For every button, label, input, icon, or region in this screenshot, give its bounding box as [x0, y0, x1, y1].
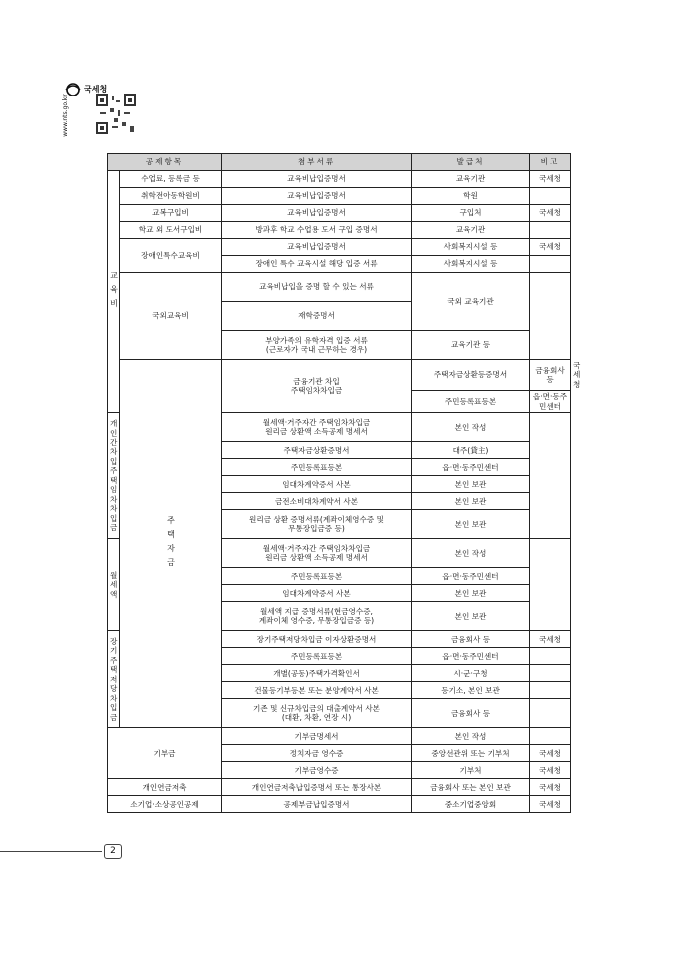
document: 재학증명서 [222, 302, 412, 331]
note [530, 188, 571, 205]
note: 국세청 [530, 796, 571, 813]
header-issuer: 발급처 [412, 154, 530, 171]
header-note: 비고 [530, 154, 571, 171]
header-documents: 첨부서류 [222, 154, 412, 171]
item: 개인간 차입 주택임차차입금 [108, 413, 120, 539]
document: 교육비납입을 증명 할 수 있는 서류 [222, 273, 412, 302]
table-row [108, 205, 571, 222]
document: 교육비납입증명서 [222, 239, 412, 256]
note: 국세청 [530, 631, 571, 648]
issuer: 본인 보관 [412, 510, 530, 539]
item: 월세액 [108, 539, 120, 631]
table-row [108, 239, 571, 256]
issuer: 금융회사 또는 본인 보관 [412, 779, 530, 796]
note [530, 256, 571, 273]
document: 주택자금상환증명서 [222, 442, 412, 459]
group-smallbiz: 소기업·소상공인공제 [108, 796, 222, 813]
table-row: 주택자금 금융기관 차입 주택임차차입금 주택자금상환등증명서 금융회사 등 국세청 [108, 360, 571, 391]
note [530, 699, 571, 728]
issuer: 읍·면·동주민센터 [412, 459, 530, 476]
issuer: 대주(貸主) [412, 442, 530, 459]
document: 월세액 지급 증명서류(현금영수증, 계좌이체 영수증, 무통장입금증 등) [222, 602, 412, 631]
document: 교육비납입증명서 [222, 188, 412, 205]
issuer: 본인 보관 [412, 476, 530, 493]
document: 주민등록표등본 [222, 648, 412, 665]
issuer: 교육기관 [412, 171, 530, 188]
issuer: 본인 작성 [412, 728, 530, 745]
document: 주민등록표등본 [412, 391, 530, 413]
issuer: 구입처 [412, 205, 530, 222]
page-number: 2 [104, 844, 122, 859]
group-pension: 개인연금저축 [108, 779, 222, 796]
issuer: 금융회사 등 [412, 631, 530, 648]
footer-rule [0, 851, 102, 852]
document: 월세액·거주자간 주택임차차입금 원리금 상환액 소득공제 명세서 [222, 413, 412, 442]
note [530, 682, 571, 699]
item: 취학전아동학원비 [120, 188, 222, 205]
note: 국세청 [530, 205, 571, 222]
issuer: 금융회사 등 [530, 360, 571, 391]
document: 월세액·거주자간 주택임차차입금 원리금 상환액 소득공제 명세서 [222, 539, 412, 568]
deduction-documents-table [107, 153, 581, 813]
group-education: 교육비 [108, 171, 120, 413]
issuer: 학원 [412, 188, 530, 205]
item: 교복구입비 [120, 205, 222, 222]
issuer: 본인 보관 [412, 585, 530, 602]
document: 임대차계약증서 사본 [222, 476, 412, 493]
note: 국세청 [530, 171, 571, 188]
document: 장애인 특수 교육시설 해당 입증 서류 [222, 256, 412, 273]
document: 원리금 상환 증명서류(계좌이체영수증 및 무통장입금증 등) [222, 510, 412, 539]
document: 교육비납입증명서 [222, 205, 412, 222]
issuer: 사회복지시설 등 [412, 256, 530, 273]
table-row [108, 779, 571, 796]
issuer: 중소기업중앙회 [412, 796, 530, 813]
issuer: 국외 교육기관 [412, 273, 530, 331]
note [530, 728, 571, 745]
table-row [108, 728, 571, 745]
document: 금전소비대차계약서 사본 [222, 493, 412, 510]
note: 국세청 [530, 239, 571, 256]
document: 개별(공동)주택가격확인서 [222, 665, 412, 682]
document: 장기주택저당차입금 이자상환증명서 [222, 631, 412, 648]
document: 정치자금 영수증 [222, 745, 412, 762]
issuer: 본인 보관 [412, 602, 530, 631]
note [530, 222, 571, 239]
issuer: 읍·면·동주민센터 [412, 568, 530, 585]
item: 장애인특수교육비 [120, 239, 222, 273]
document: 기부금영수증 [222, 762, 412, 779]
issuer: 교육기관 [412, 222, 530, 239]
document: 건물등기부등본 또는 분양계약서 사본 [222, 682, 412, 699]
issuer: 읍·면·동주민센터 [530, 391, 571, 413]
note [530, 273, 571, 360]
agency-url: www.nts.go.kr [61, 94, 69, 137]
document: 공제부금납입증명서 [222, 796, 412, 813]
table-row [108, 273, 571, 302]
item: 수업료, 등록금 등 [120, 171, 222, 188]
group-housing: 주택자금 [120, 360, 222, 728]
note [530, 413, 571, 539]
item: 장기주택 저당차입금 [108, 631, 120, 728]
issuer: 기부처 [412, 762, 530, 779]
item: 학교 외 도서구입비 [120, 222, 222, 239]
note [530, 665, 571, 682]
document: 주민등록표등본 [222, 459, 412, 476]
document: 부양가족의 유학자격 입증 서류 (근로자가 국내 근무하는 경우) [222, 331, 412, 360]
header-item: 공제항목 [108, 154, 222, 171]
group-donation: 기부금 [108, 728, 222, 779]
issuer: 등기소, 본인 보관 [412, 682, 530, 699]
qr-code-icon [96, 94, 136, 134]
note: 국세청 [530, 779, 571, 796]
document: 기부금명세서 [222, 728, 412, 745]
item: 금융기관 차입 주택임차차입금 [222, 360, 412, 413]
note [530, 539, 571, 631]
table-row [108, 222, 571, 239]
issuer: 사회복지시설 등 [412, 239, 530, 256]
note: 국세청 [530, 762, 571, 779]
document: 기존 및 신규차입금의 대출계약서 사본 (대환, 차환, 연장 시) [222, 699, 412, 728]
issuer: 본인 작성 [412, 413, 530, 442]
issuer: 본인 작성 [412, 539, 530, 568]
document: 개인연금저축납입증명서 또는 통장사본 [222, 779, 412, 796]
document: 교육비납입증명서 [222, 171, 412, 188]
issuer: 금융회사 등 [412, 699, 530, 728]
nts-logo [62, 82, 122, 140]
issuer: 본인 보관 [412, 493, 530, 510]
table-row [108, 171, 571, 188]
agency-name: 국세청 [84, 85, 108, 94]
issuer: 중앙선관위 또는 기부처 [412, 745, 530, 762]
table-row [108, 796, 571, 813]
document: 주민등록표등본 [222, 568, 412, 585]
issuer: 교육기관 등 [412, 331, 530, 360]
issuer: 읍·면·동주민센터 [412, 648, 530, 665]
document: 방과후 학교 수업용 도서 구입 증명서 [222, 222, 412, 239]
table-row [108, 188, 571, 205]
table-header-row [108, 154, 571, 171]
issuer: 시·군·구청 [412, 665, 530, 682]
item: 국외교육비 [120, 273, 222, 360]
note [530, 648, 571, 665]
document: 주택자금상환등증명서 [412, 360, 530, 391]
note: 국세청 [530, 745, 571, 762]
document: 임대차계약증서 사본 [222, 585, 412, 602]
